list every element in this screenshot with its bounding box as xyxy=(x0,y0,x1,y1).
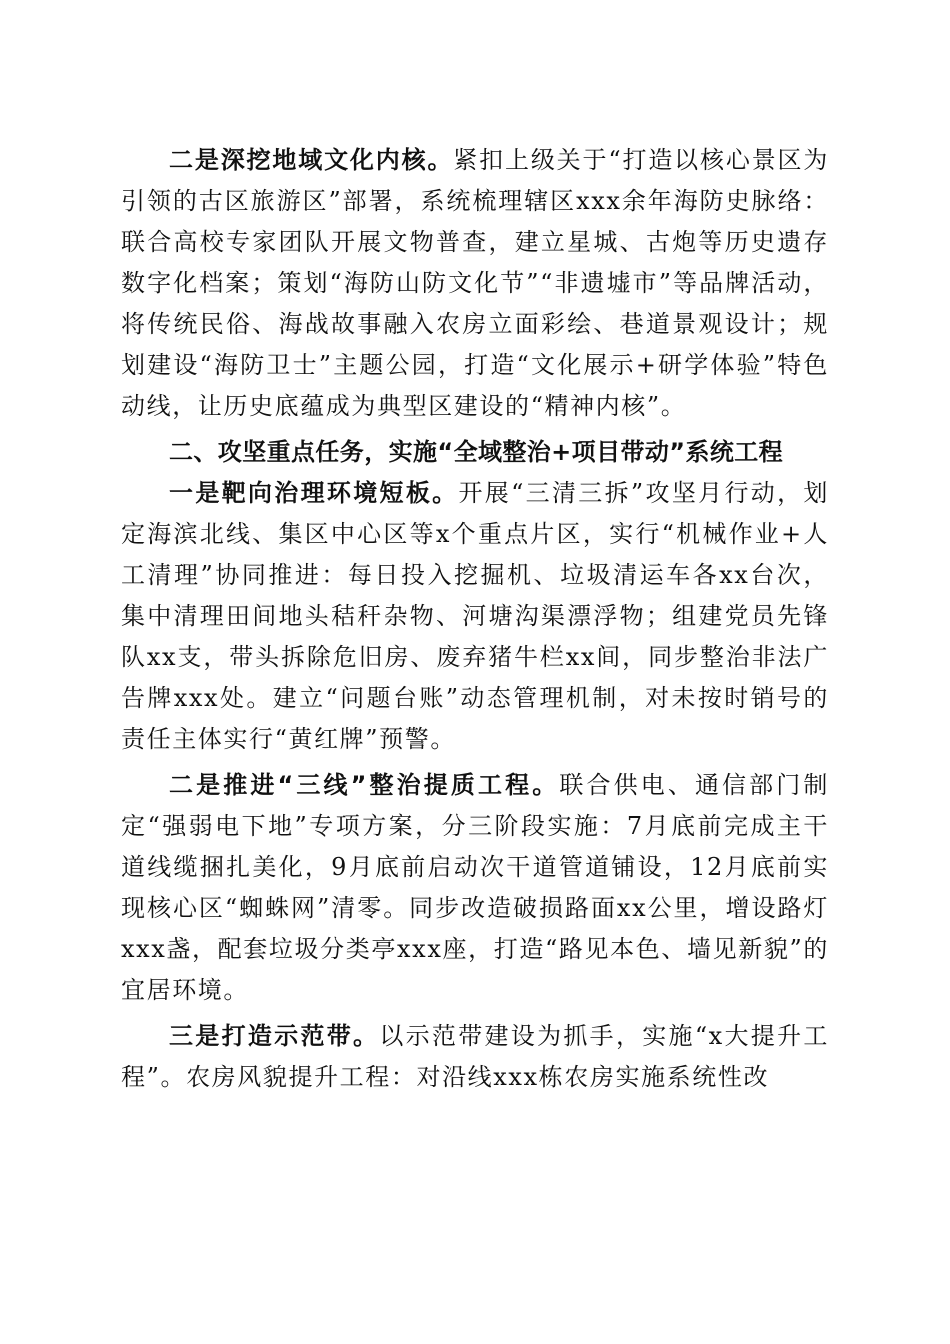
paragraph-demo-belt xyxy=(121,1016,829,1098)
paragraph-lead: 二是深挖地域文化内核。 xyxy=(169,146,454,174)
paragraph-text: 紧扣上级关于“打造以核心景区为引领的古区旅游区”部署，系统梳理辖区xxx余年海防史脉络：联合高校专家团队开展文物普查，建立星城、古炮等历史遗存数字化档案；策划“海防山防文化节”“非遗墟市”等品牌活动，将传统民俗、海战故事融入农房立面彩绘、巷道景观设计；规划建设“海防卫士”主题公园，打造“文化展示+研学体验”特色动线，让历史底蕴成为典型区建设的“精神内核”。 xyxy=(121,146,829,420)
paragraph-lead: 二是推进“三线”整治提质工程。 xyxy=(169,771,560,799)
paragraph-text: 联合供电、通信部门制定“强弱电下地”专项方案，分三阶段实施：7月底前完成主干道线缆捆扎美化，9月底前启动次干道管道铺设，12月底前实现核心区“蜘蛛网”清零。同步改造破损路面xx公里，增设路灯xxx盏，配套垃圾分类亭xxx座，打造“路见本色、墙见新貌”的宜居环境。 xyxy=(121,771,830,1004)
paragraph-three-lines xyxy=(121,765,829,1011)
document-body xyxy=(121,140,829,1098)
paragraph-text: 开展“三清三拆”攻坚月行动，划定海滨北线、集区中心区等x个重点片区，实行“机械作业+人工清理”协同推进：每日投入挖掘机、垃圾清运车各xx台次，集中清理田间地头秸秆杂物、河塘沟渠漂浮物；组建党员先锋队xx支，带头拆除危旧房、废弃猪牛栏xx间，同步整治非法广告牌xxx处。建立“问题台账”动态管理机制，对未按时销号的责任主体实行“黄红牌”预警。 xyxy=(121,479,829,753)
paragraph-lead: 三是打造示范带。 xyxy=(169,1022,380,1050)
section-heading: 二、攻坚重点任务，实施“全域整治+项目带动”系统工程 xyxy=(169,438,784,466)
paragraph-culture-core xyxy=(121,140,829,427)
paragraph-lead: 一是靶向治理环境短板。 xyxy=(169,479,459,507)
paragraph-environment xyxy=(121,473,829,760)
paragraph-text: 以示范带建设为抓手，实施“x大提升工程”。农房风貌提升工程：对沿线xxx栋农房实施系统性改 xyxy=(121,1022,829,1091)
